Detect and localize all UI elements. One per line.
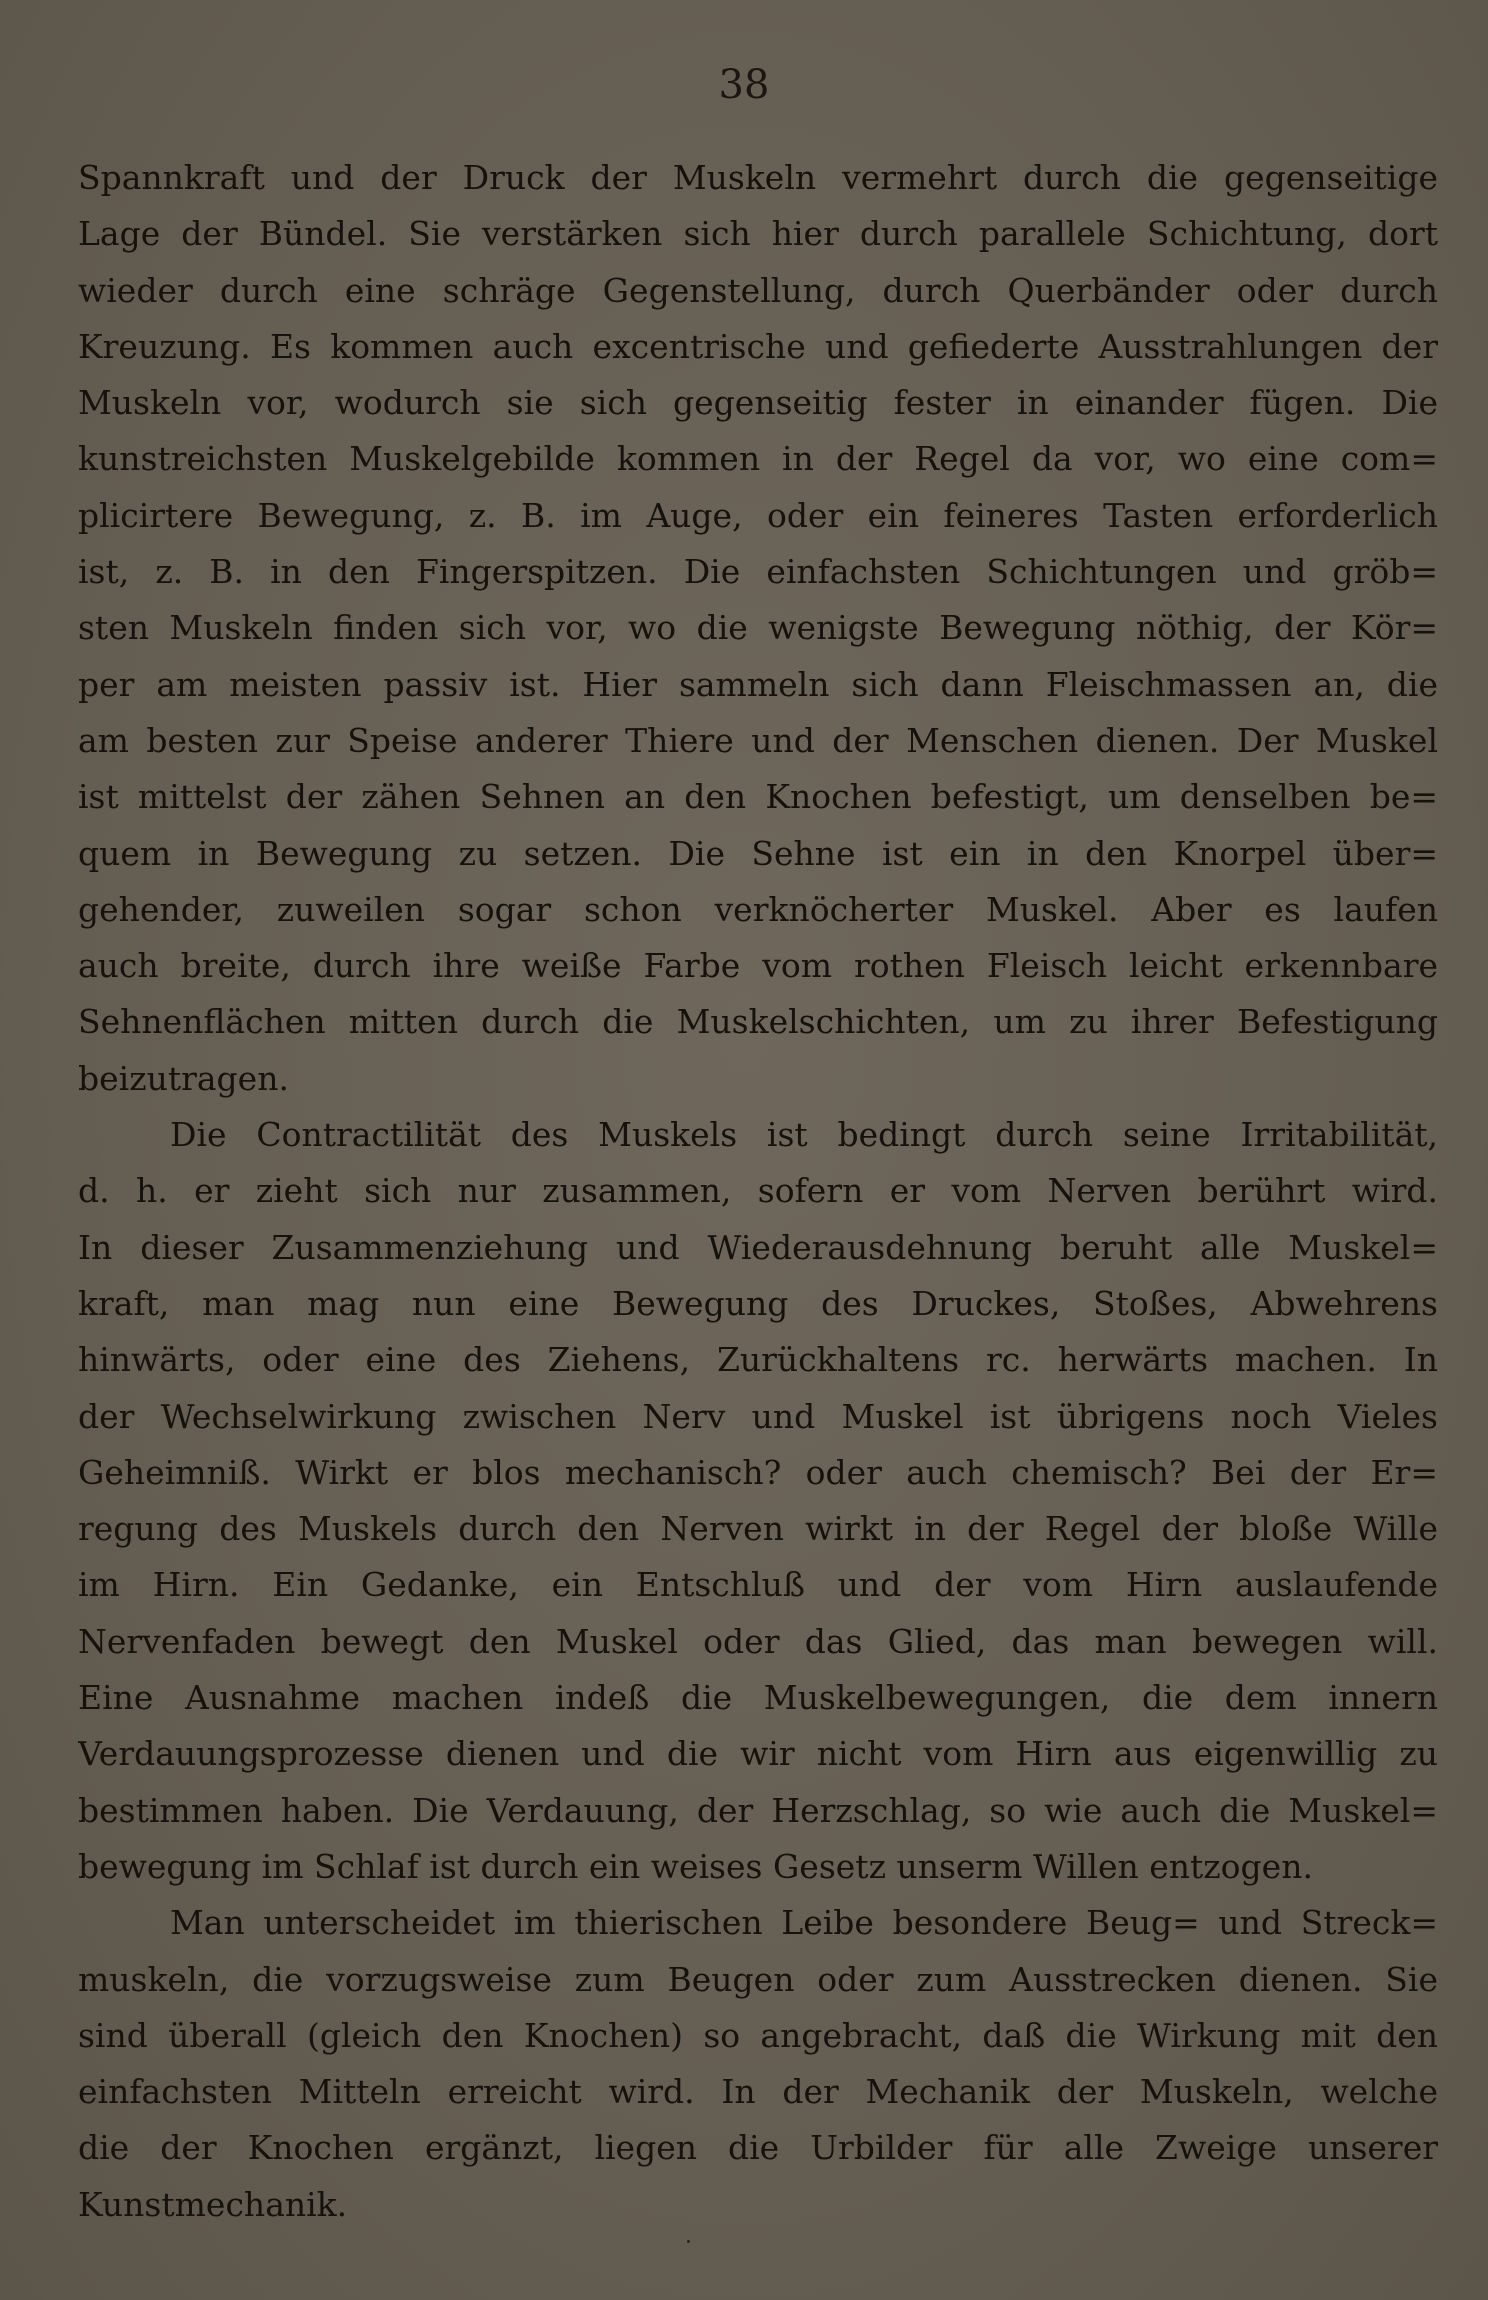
text-line: per am meisten passiv ist. Hier sammeln sich dann Fleischmassen an, die — [78, 664, 1438, 704]
text-line: am besten zur Speise anderer Thiere und der Menschen dienen. Der Muskel — [78, 720, 1438, 760]
text-line: quem in Bewegung zu setzen. Die Sehne ist ein in den Knorpel über= — [78, 833, 1438, 873]
text-line: der Wechselwirkung zwischen Nerv und Muskel ist übrigens noch Vieles — [78, 1396, 1438, 1436]
text-line: sind überall (gleich den Knochen) so angebracht, daß die Wirkung mit den — [78, 2015, 1438, 2055]
text-line: einfachsten Mitteln erreicht wird. In der Mechanik der Muskeln, welche — [78, 2072, 1438, 2112]
text-line: Kreuzung. Es kommen auch excentrische und gefiederte Ausstrahlungen der — [78, 326, 1438, 366]
text-line: die der Knochen ergänzt, liegen die Urbilder für alle Zweige unserer — [78, 2128, 1438, 2168]
text-line: plicirtere Bewegung, z. B. im Auge, oder ein feineres Tasten erforderlich — [78, 495, 1438, 535]
paragraph-2 — [78, 1107, 1438, 1895]
text-line: Muskeln vor, wodurch sie sich gegenseitig fester in einander fügen. Die — [78, 383, 1438, 423]
paragraph-1 — [78, 150, 1438, 1107]
text-line: Geheimniß. Wirkt er blos mechanisch? oder auch chemisch? Bei der Er= — [78, 1452, 1438, 1492]
text-line: In dieser Zusammenziehung und Wiederausdehnung beruht alle Muskel= — [78, 1227, 1438, 1267]
text-line: Die Contractilität des Muskels ist bedingt durch seine Irritabilität, — [170, 1115, 1438, 1155]
text-line: hinwärts, oder eine des Ziehens, Zurückhaltens rc. herwärts machen. In — [78, 1340, 1438, 1380]
text-line: Nervenfaden bewegt den Muskel oder das Glied, das man bewegen will. — [78, 1621, 1438, 1661]
text-line: muskeln, die vorzugsweise zum Beugen oder zum Ausstrecken dienen. Sie — [78, 1959, 1438, 1999]
text-line: bestimmen haben. Die Verdauung, der Herzschlag, so wie auch die Muskel= — [78, 1790, 1438, 1830]
text-line: Verdauungsprozesse dienen und die wir nicht vom Hirn aus eigenwillig zu — [78, 1734, 1438, 1774]
text-line: regung des Muskels durch den Nerven wirkt in der Regel der bloße Wille — [78, 1509, 1438, 1549]
text-line: gehender, zuweilen sogar schon verknöcherter Muskel. Aber es laufen — [78, 889, 1438, 929]
text-line: Eine Ausnahme machen indeß die Muskelbewegungen, die dem innern — [78, 1678, 1438, 1718]
text-line: auch breite, durch ihre weiße Farbe vom rothen Fleisch leicht erkennbare — [78, 946, 1438, 986]
text-line: beizutragen. — [78, 1058, 289, 1098]
text-line: bewegung im Schlaf ist durch ein weises Gesetz unserm Willen entzogen. — [78, 1846, 1313, 1886]
text-line: Man unterscheidet im thierischen Leibe besondere Beug= und Streck= — [170, 1903, 1438, 1943]
paragraph-3 — [78, 1895, 1438, 2233]
text-line: Kunstmechanik. — [78, 2184, 348, 2224]
text-line: Spannkraft und der Druck der Muskeln vermehrt durch die gegenseitige — [78, 158, 1438, 197]
text-line: wieder durch eine schräge Gegenstellung, durch Querbänder oder durch — [78, 270, 1438, 310]
body-text — [78, 150, 1438, 2233]
paper-speck — [687, 2240, 690, 2243]
text-line: ist, z. B. in den Fingerspitzen. Die einfachsten Schichtungen und gröb= — [78, 552, 1438, 592]
text-line: im Hirn. Ein Gedanke, ein Entschluß und der vom Hirn auslaufende — [78, 1565, 1438, 1605]
text-line: sten Muskeln finden sich vor, wo die wenigste Bewegung nöthig, der Kör= — [78, 608, 1438, 648]
text-line: kraft, man mag nun eine Bewegung des Druckes, Stoßes, Abwehrens — [78, 1283, 1438, 1323]
text-line: Lage der Bündel. Sie verstärken sich hier durch parallele Schichtung, dort — [78, 214, 1438, 254]
text-line: kunstreichsten Muskelgebilde kommen in der Regel da vor, wo eine com= — [78, 439, 1438, 479]
text-line: Sehnenflächen mitten durch die Muskelschichten, um zu ihrer Befestigung — [78, 1002, 1438, 1042]
text-line: ist mittelst der zähen Sehnen an den Knochen befestigt, um denselben be= — [78, 777, 1438, 817]
page-number: 38 — [718, 62, 770, 108]
text-line: d. h. er zieht sich nur zusammen, sofern er vom Nerven berührt wird. — [78, 1171, 1438, 1211]
